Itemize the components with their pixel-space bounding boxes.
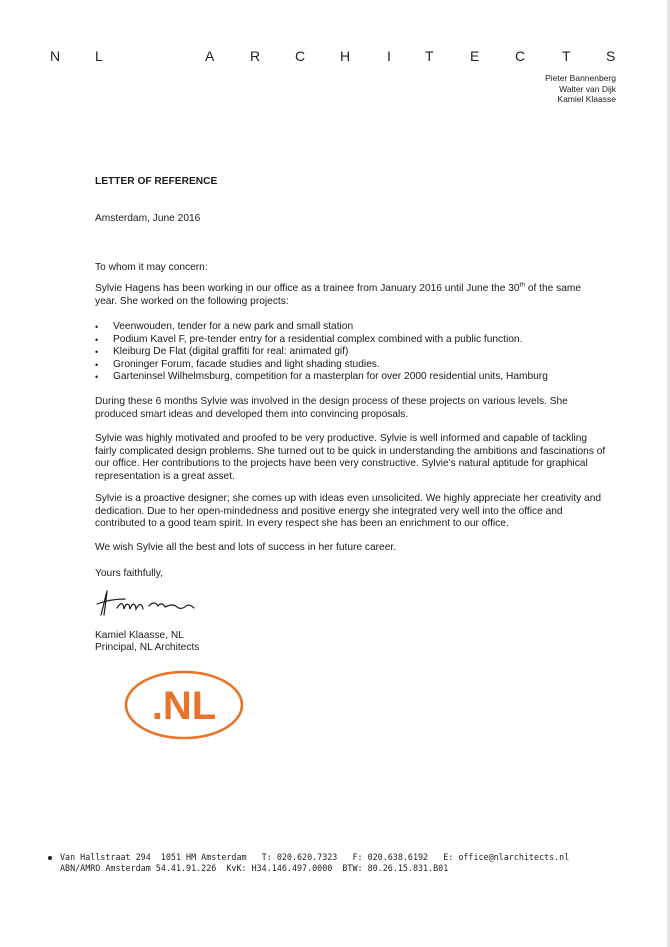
partner-name: Kamiel Klaasse <box>557 94 616 104</box>
project-item: • Veenwouden, tender for a new park and small station <box>95 321 615 334</box>
place-date: Amsterdam, June 2016 <box>95 213 201 224</box>
intro-text-end: of the same year. She worked on the following projects: <box>95 283 582 307</box>
letterhead <box>0 48 670 68</box>
company-stamp <box>123 669 245 741</box>
project-list <box>95 321 615 384</box>
letterhead-letter: C <box>295 48 306 64</box>
design-paragraph: During these 6 months Sylvie was involved in the design process of these projects on various levels. She produced smart ideas and developed them into convincing proposals. <box>95 396 568 420</box>
letter-title: LETTER OF REFERENCE <box>95 176 218 187</box>
footer-registration: ABN/AMRO Amsterdam 54.41.91.226 KvK: H34.146.497.0000 BTW: 80.26.15.831.B01 <box>60 863 449 873</box>
handwritten-signature <box>95 588 205 618</box>
intro-paragraph <box>95 283 605 308</box>
salutation: To whom it may concern: <box>95 262 208 273</box>
project-item: • Kleiburg De Flat (digital graffiti for real: animated gif) <box>95 346 615 359</box>
project-item: • Groninger Forum, facade studies and light shading studies. <box>95 359 615 372</box>
letterhead-letter: N <box>50 48 61 64</box>
project-item: • Garteninsel Wilhelmsburg, competition for a masterplan for over 2000 residential units, Hamburg <box>95 371 615 384</box>
closing: Yours faithfully, <box>95 568 163 579</box>
stamp-text: .NL <box>151 684 217 728</box>
letterhead-letter: T <box>562 48 571 64</box>
letterhead-letter: I <box>387 48 391 64</box>
signer-name: Kamiel Klaasse, NL <box>95 630 184 641</box>
motivation-paragraph: Sylvie was highly motivated and proofed to be very productive. Sylvie is well informed and capable of tackling fairly complicated design problems. She turned out to be quick in understanding the ambitions and fascinations of our office. Her contributions to the projects have been very constructive. Sylvie's natural aptitude for graphical representation is a great asset. <box>95 433 606 482</box>
project-item: • Podium Kavel F, pre-tender entry for a residential complex combined with a public function. <box>95 334 615 347</box>
bullet-dot <box>48 856 52 860</box>
partner-name: Walter van Dijk <box>559 83 616 94</box>
letterhead-letter: R <box>250 48 261 64</box>
letterhead-letter: S <box>606 48 616 64</box>
ordinal-suffix: th <box>519 281 525 289</box>
letterhead-letter: T <box>425 48 434 64</box>
intro-text: Sylvie Hagens has been working in our office as a trainee from January 2016 until June the 30 <box>95 283 520 294</box>
letterhead-letter: E <box>470 48 480 64</box>
footer-address: Van Hallstraat 294 1051 HM Amsterdam T: 020.620.7323 F: 020.638.6192 E: office@nlarchitects.nl <box>60 852 570 862</box>
letterhead-letter: L <box>95 48 103 64</box>
wishes-paragraph: We wish Sylvie all the best and lots of success in her future career. <box>95 542 397 553</box>
partner-list <box>545 73 616 105</box>
letterhead-letter: C <box>515 48 526 64</box>
signer-title: Principal, NL Architects <box>95 642 200 653</box>
letterhead-letter: H <box>340 48 351 64</box>
letterhead-letter: A <box>205 48 215 64</box>
proactive-paragraph: Sylvie is a proactive designer; she comes up with ideas even unsolicited. We highly appreciate her creativity and dedication. Due to her open-mindedness and positive energy she integrated very well into the office and contributed to a good team spirit. In every respect she has been an enrichment to our office. <box>95 493 602 530</box>
partner-name: Pieter Bannenberg <box>545 73 616 83</box>
